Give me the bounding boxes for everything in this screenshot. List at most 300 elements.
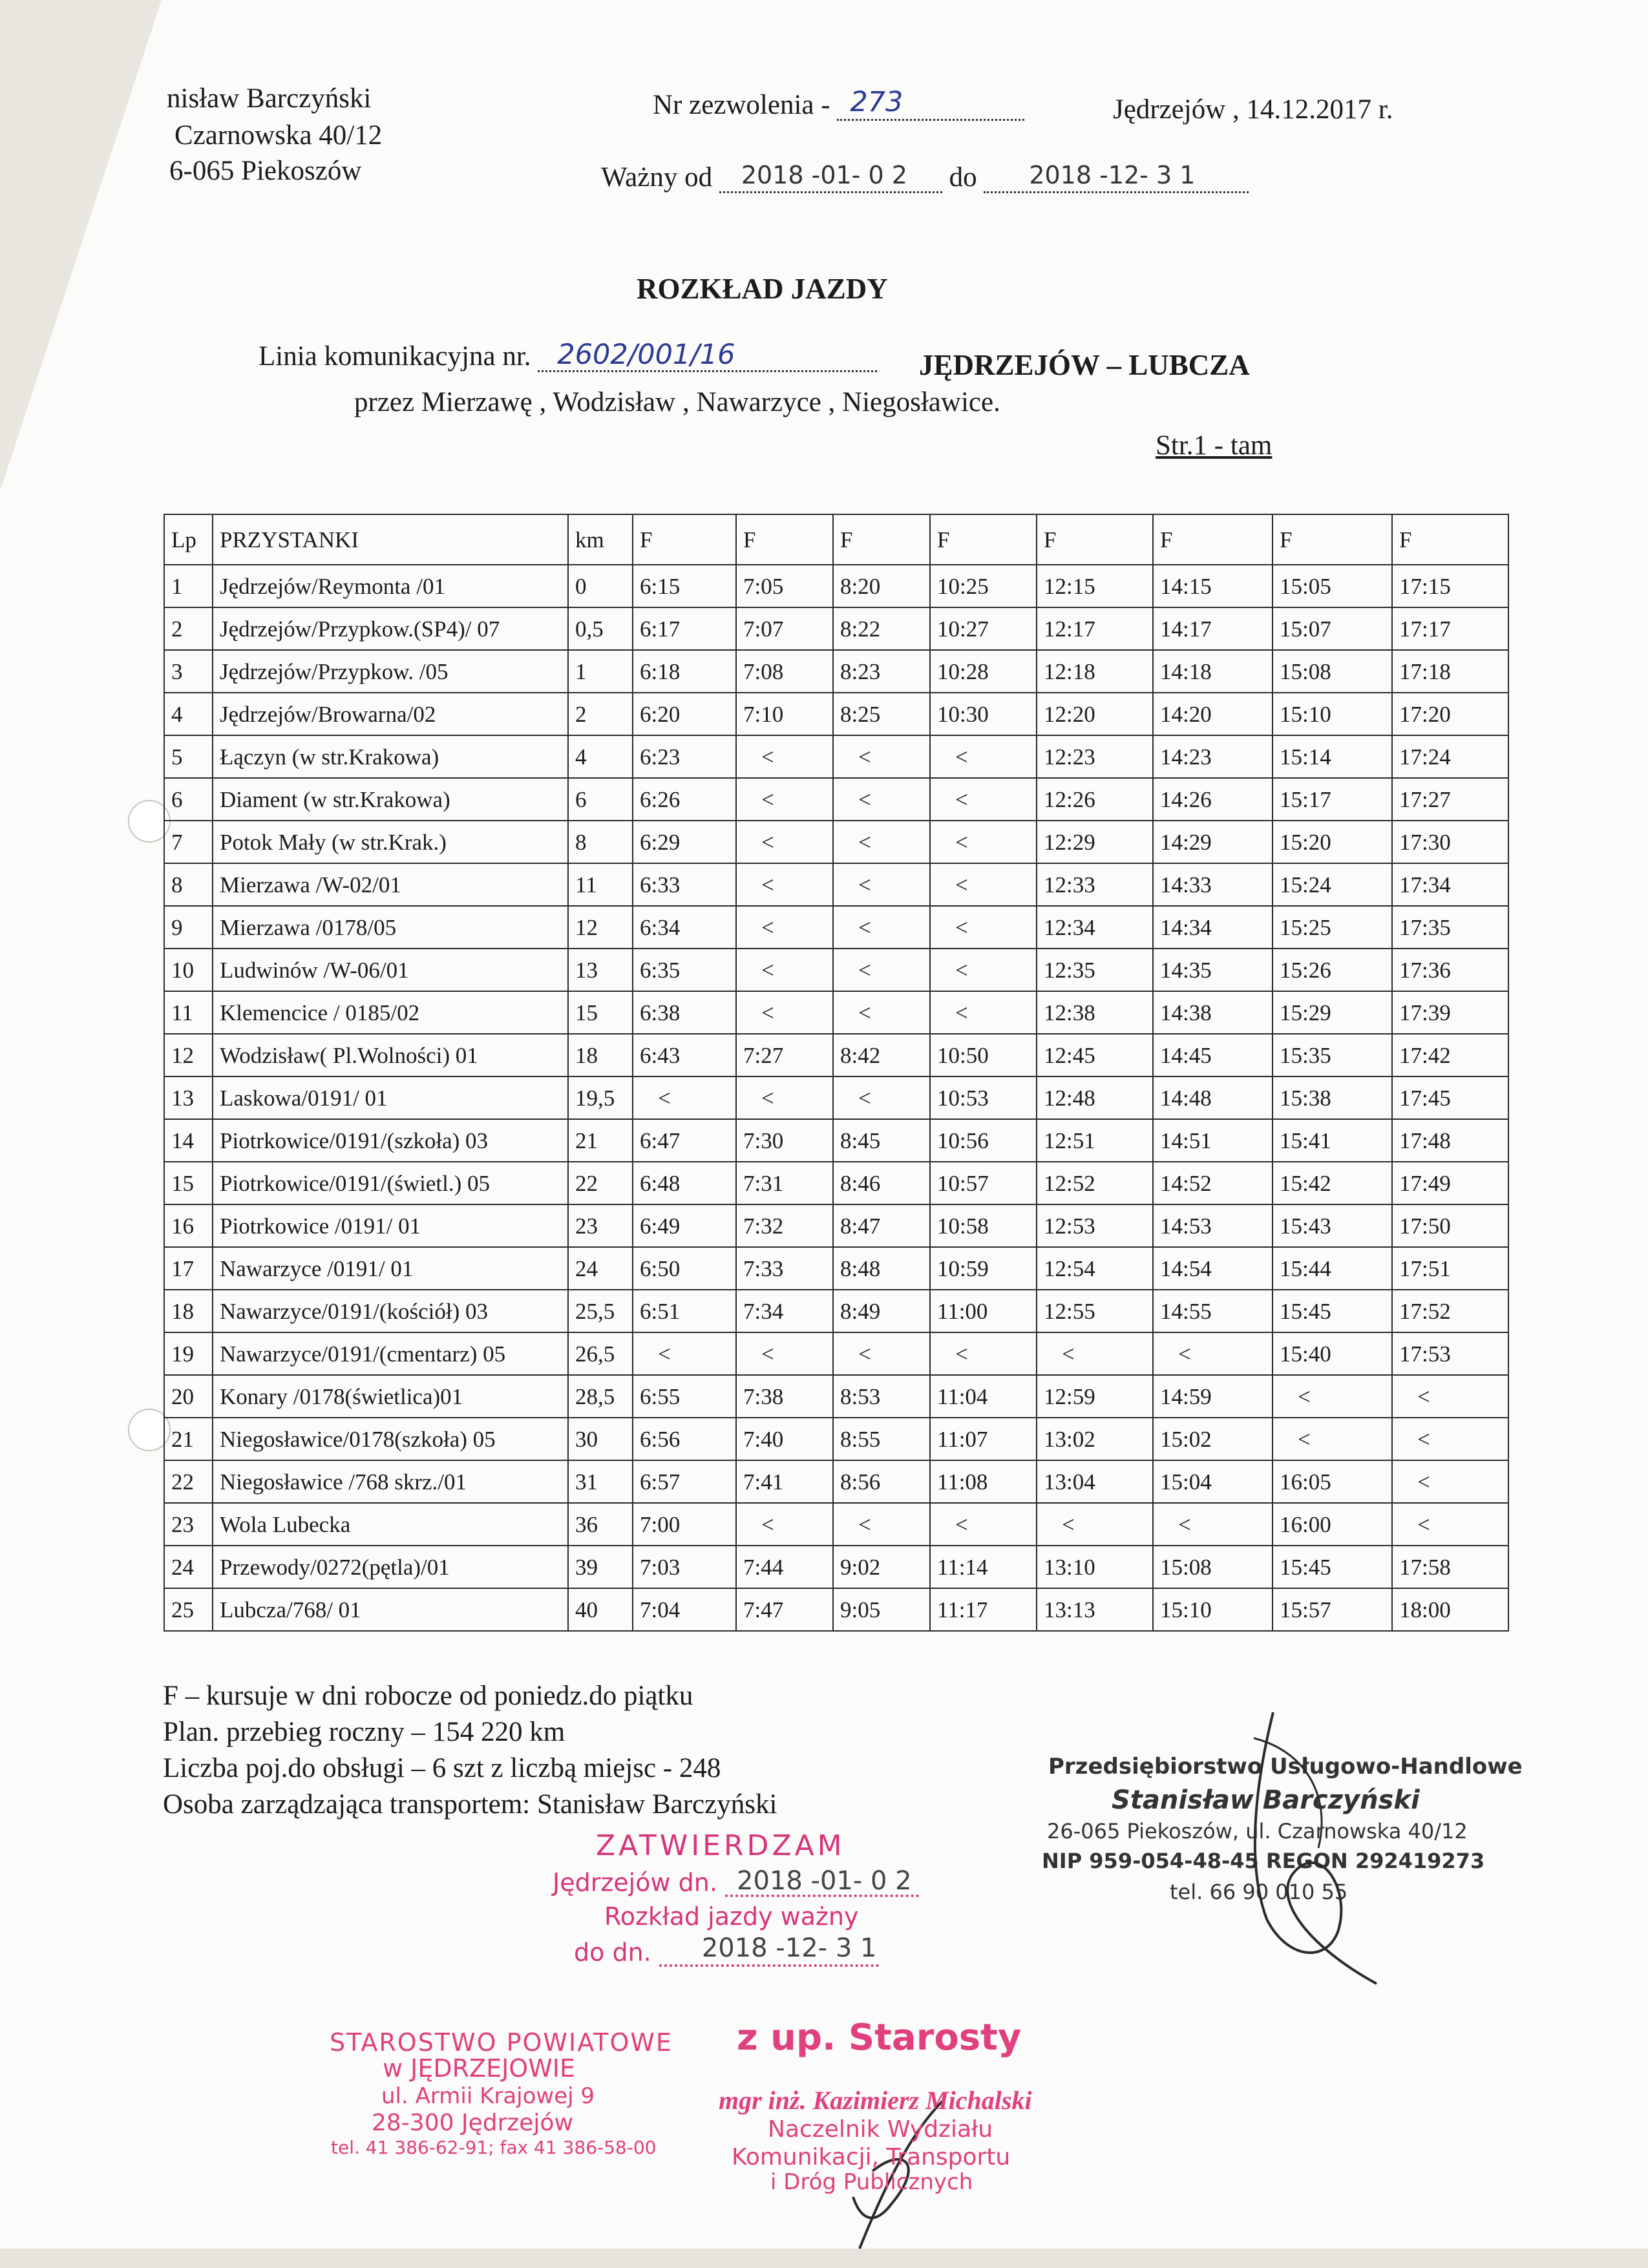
departure-time-cell: 12:15 (1037, 565, 1153, 607)
stop-number-cell: 16 (164, 1204, 213, 1247)
approval-stamp-title: ZATWIERDZAM (596, 1829, 845, 1862)
stop-name-cell: Piotrkowice /0191/ 01 (213, 1204, 568, 1247)
table-row (164, 650, 1508, 693)
line-number-field (538, 339, 877, 372)
departure-time-cell: 14:35 (1153, 949, 1273, 991)
km-cell: 1 (568, 650, 633, 693)
stop-name-cell: Wodzisław( Pl.Wolności) 01 (213, 1034, 568, 1076)
departure-time-cell: < (833, 735, 930, 778)
departure-time-cell: 15:10 (1273, 693, 1392, 735)
departure-time-cell: 6:57 (633, 1460, 736, 1503)
permit-row (653, 86, 1024, 121)
company-stamp-name: Przedsiębiorstwo Usługowo-Handlowe (1048, 1754, 1523, 1780)
valid-to-field (984, 163, 1249, 193)
stop-number-cell: 13 (164, 1076, 213, 1119)
departure-time-cell: 15:05 (1273, 565, 1392, 607)
departure-time-cell: 6:15 (633, 565, 736, 607)
km-cell: 30 (568, 1418, 633, 1460)
issuer-line-3: 6-065 Piekoszów (169, 156, 362, 186)
company-stamp-phone: tel. 66 90 010 55 (1170, 1880, 1348, 1904)
timetable-header-row (164, 514, 1508, 565)
departure-time-cell: 14:52 (1153, 1162, 1273, 1204)
note-annual-mileage: Plan. przebieg roczny – 154 220 km (163, 1717, 565, 1747)
company-stamp-owner: Stanisław Barczyński (1112, 1785, 1420, 1815)
stop-name-cell: Przewody/0272(pętla)/01 (213, 1546, 568, 1588)
departure-time-cell: 17:50 (1392, 1204, 1508, 1247)
scan-bottom-edge (0, 2249, 1648, 2268)
departure-time-cell: < (930, 821, 1037, 863)
departure-time-cell: < (736, 778, 833, 821)
departure-time-cell: < (930, 949, 1037, 991)
departure-time-cell: < (1273, 1375, 1392, 1418)
departure-time-cell: 17:18 (1392, 650, 1508, 693)
stop-number-cell: 1 (164, 565, 213, 607)
departure-time-cell: < (833, 863, 930, 906)
stop-name-cell: Jędrzejów/Przypkow.(SP4)/ 07 (213, 607, 568, 650)
departure-time-cell: 10:57 (930, 1162, 1037, 1204)
departure-time-cell: 14:55 (1153, 1290, 1273, 1332)
departure-time-cell: 6:23 (633, 735, 736, 778)
line-label: Linia komunikacyjna nr. (259, 341, 531, 372)
km-cell: 2 (568, 693, 633, 735)
departure-time-cell: 7:05 (736, 565, 833, 607)
departure-time-cell: < (736, 1076, 833, 1119)
departure-time-cell: 10:27 (930, 607, 1037, 650)
stop-name-cell: Laskowa/0191/ 01 (213, 1076, 568, 1119)
stop-name-cell: Jędrzejów/Przypkow. /05 (213, 650, 568, 693)
table-row (164, 1546, 1508, 1588)
departure-time-cell: 6:48 (633, 1162, 736, 1204)
departure-time-cell: 6:38 (633, 991, 736, 1034)
departure-time-cell: 8:56 (833, 1460, 930, 1503)
header-course: F (1153, 514, 1273, 565)
departure-time-cell: 15:57 (1273, 1588, 1392, 1631)
line-number-row (259, 341, 877, 372)
departure-time-cell: 12:45 (1037, 1034, 1153, 1076)
departure-time-cell: 14:17 (1153, 607, 1273, 650)
km-cell: 26,5 (568, 1332, 633, 1375)
departure-time-cell: 17:49 (1392, 1162, 1508, 1204)
departure-time-cell: 15:08 (1273, 650, 1392, 693)
stop-name-cell: Jędrzejów/Reymonta /01 (213, 565, 568, 607)
departure-time-cell: 15:41 (1273, 1119, 1392, 1162)
departure-time-cell: 9:02 (833, 1546, 930, 1588)
km-cell: 18 (568, 1034, 633, 1076)
departure-time-cell: < (736, 949, 833, 991)
departure-time-cell: 12:34 (1037, 906, 1153, 949)
permit-number: 273 (850, 86, 903, 119)
departure-time-cell: 7:32 (736, 1204, 833, 1247)
departure-time-cell: 17:48 (1392, 1119, 1508, 1162)
stop-name-cell: Nawarzyce /0191/ 01 (213, 1247, 568, 1290)
departure-time-cell: 11:07 (930, 1418, 1037, 1460)
departure-time-cell: 14:53 (1153, 1204, 1273, 1247)
scan-torn-corner (0, 0, 162, 491)
header-course: F (736, 514, 833, 565)
stop-name-cell: Konary /0178(świetlica)01 (213, 1375, 568, 1418)
departure-time-cell: 14:29 (1153, 821, 1273, 863)
departure-time-cell: 14:23 (1153, 735, 1273, 778)
table-row (164, 1418, 1508, 1460)
route-name: JĘDRZEJÓW – LUBCZA (919, 349, 1250, 381)
departure-time-cell: 14:54 (1153, 1247, 1273, 1290)
departure-time-cell: 7:08 (736, 650, 833, 693)
stop-number-cell: 4 (164, 693, 213, 735)
departure-time-cell: 10:59 (930, 1247, 1037, 1290)
departure-time-cell: < (736, 906, 833, 949)
table-row (164, 1332, 1508, 1375)
departure-time-cell: 7:33 (736, 1247, 833, 1290)
departure-time-cell: 7:44 (736, 1546, 833, 1588)
stop-name-cell: Niegosławice /768 skrz./01 (213, 1460, 568, 1503)
departure-time-cell: 6:55 (633, 1375, 736, 1418)
departure-time-cell: < (930, 1332, 1037, 1375)
approval-to-field (659, 1933, 879, 1967)
departure-time-cell: 15:02 (1153, 1418, 1273, 1460)
departure-time-cell: 9:05 (833, 1588, 930, 1631)
departure-time-cell: 17:42 (1392, 1034, 1508, 1076)
note-legend: F – kursuje w dni robocze od poniedz.do piątku (163, 1681, 693, 1711)
departure-time-cell: 15:20 (1273, 821, 1392, 863)
departure-time-cell: 6:43 (633, 1034, 736, 1076)
departure-time-cell: 7:03 (633, 1546, 736, 1588)
departure-time-cell: 6:49 (633, 1204, 736, 1247)
departure-time-cell: 14:26 (1153, 778, 1273, 821)
km-cell: 0,5 (568, 607, 633, 650)
table-row (164, 991, 1508, 1034)
issuer-line-2: Czarnowska 40/12 (174, 120, 383, 151)
table-row (164, 1162, 1508, 1204)
table-row (164, 693, 1508, 735)
departure-time-cell: < (736, 1332, 833, 1375)
departure-time-cell: < (833, 1332, 930, 1375)
header-course: F (1392, 514, 1508, 565)
departure-time-cell: 17:58 (1392, 1546, 1508, 1588)
official-stamp-line-2: mgr inż. Kazimierz Michalski (719, 2086, 1032, 2115)
valid-from-label: Ważny od (601, 162, 713, 193)
departure-time-cell: 7:30 (736, 1119, 833, 1162)
departure-time-cell: 12:54 (1037, 1247, 1153, 1290)
stop-number-cell: 8 (164, 863, 213, 906)
departure-time-cell: 12:38 (1037, 991, 1153, 1034)
km-cell: 12 (568, 906, 633, 949)
departure-time-cell: 16:05 (1273, 1460, 1392, 1503)
stop-number-cell: 7 (164, 821, 213, 863)
stop-number-cell: 6 (164, 778, 213, 821)
stop-number-cell: 22 (164, 1460, 213, 1503)
departure-time-cell: 7:10 (736, 693, 833, 735)
departure-time-cell: 17:52 (1392, 1290, 1508, 1332)
departure-time-cell: 14:18 (1153, 650, 1273, 693)
stop-number-cell: 15 (164, 1162, 213, 1204)
departure-time-cell: 10:50 (930, 1034, 1037, 1076)
departure-time-cell: 15:29 (1273, 991, 1392, 1034)
header-course: F (633, 514, 736, 565)
km-cell: 22 (568, 1162, 633, 1204)
departure-time-cell: 12:35 (1037, 949, 1153, 991)
departure-time-cell: 8:20 (833, 565, 930, 607)
departure-time-cell: 10:30 (930, 693, 1037, 735)
permit-label: Nr zezwolenia - (653, 90, 830, 120)
stop-name-cell: Ludwinów /W-06/01 (213, 949, 568, 991)
departure-time-cell: 8:46 (833, 1162, 930, 1204)
departure-time-cell: 15:42 (1273, 1162, 1392, 1204)
stop-number-cell: 10 (164, 949, 213, 991)
departure-time-cell: 6:26 (633, 778, 736, 821)
departure-time-cell: 14:34 (1153, 906, 1273, 949)
departure-time-cell: 12:51 (1037, 1119, 1153, 1162)
departure-time-cell: 11:17 (930, 1588, 1037, 1631)
valid-to-label: do (949, 162, 977, 193)
route-via: przez Mierzawę , Wodzisław , Nawarzyce , Niegosławice. (354, 387, 1000, 417)
km-cell: 8 (568, 821, 633, 863)
departure-time-cell: 15:40 (1273, 1332, 1392, 1375)
starostwo-stamp-line-4: 28-300 Jędrzejów (372, 2110, 573, 2136)
departure-time-cell: 15:45 (1273, 1290, 1392, 1332)
approval-date-label: Jędrzejów dn. (553, 1868, 717, 1897)
departure-time-cell: 12:53 (1037, 1204, 1153, 1247)
departure-time-cell: 17:53 (1392, 1332, 1508, 1375)
departure-time-cell: 16:00 (1273, 1503, 1392, 1546)
stop-name-cell: Mierzawa /W-02/01 (213, 863, 568, 906)
departure-time-cell: 15:14 (1273, 735, 1392, 778)
departure-time-cell: 7:07 (736, 607, 833, 650)
departure-time-cell: 8:47 (833, 1204, 930, 1247)
stop-number-cell: 17 (164, 1247, 213, 1290)
departure-time-cell: 15:17 (1273, 778, 1392, 821)
departure-time-cell: 13:10 (1037, 1546, 1153, 1588)
departure-time-cell: 10:25 (930, 565, 1037, 607)
stop-name-cell: Łączyn (w str.Krakowa) (213, 735, 568, 778)
departure-time-cell: 7:31 (736, 1162, 833, 1204)
departure-time-cell: 17:24 (1392, 735, 1508, 778)
stop-name-cell: Mierzawa /0178/05 (213, 906, 568, 949)
table-row (164, 1034, 1508, 1076)
departure-time-cell: 17:36 (1392, 949, 1508, 991)
departure-time-cell: 15:04 (1153, 1460, 1273, 1503)
departure-time-cell: 12:18 (1037, 650, 1153, 693)
official-stamp-line-4: Komunikacji, Transportu (732, 2144, 1011, 2170)
departure-time-cell: 17:51 (1392, 1247, 1508, 1290)
departure-time-cell: 12:52 (1037, 1162, 1153, 1204)
departure-time-cell: 11:00 (930, 1290, 1037, 1332)
departure-time-cell: 12:55 (1037, 1290, 1153, 1332)
departure-time-cell: 12:17 (1037, 607, 1153, 650)
stop-name-cell: Diament (w str.Krakowa) (213, 778, 568, 821)
departure-time-cell: 15:08 (1153, 1546, 1273, 1588)
departure-time-cell: 13:04 (1037, 1460, 1153, 1503)
timetable-body (164, 565, 1508, 1631)
official-stamp-line-5: i Dróg Publicznych (770, 2169, 973, 2195)
departure-time-cell: 8:23 (833, 650, 930, 693)
table-row (164, 1247, 1508, 1290)
stop-name-cell: Nawarzyce/0191/(cmentarz) 05 (213, 1332, 568, 1375)
departure-time-cell: 7:04 (633, 1588, 736, 1631)
stop-number-cell: 21 (164, 1418, 213, 1460)
departure-time-cell: 15:26 (1273, 949, 1392, 991)
table-row (164, 1460, 1508, 1503)
departure-time-cell: 10:58 (930, 1204, 1037, 1247)
departure-time-cell: < (736, 991, 833, 1034)
departure-time-cell: 6:29 (633, 821, 736, 863)
departure-time-cell: 8:48 (833, 1247, 930, 1290)
stop-name-cell: Niegosławice/0178(szkoła) 05 (213, 1418, 568, 1460)
place-date: Jędrzejów , 14.12.2017 r. (1113, 94, 1393, 125)
departure-time-cell: < (833, 1503, 930, 1546)
km-cell: 36 (568, 1503, 633, 1546)
km-cell: 25,5 (568, 1290, 633, 1332)
departure-time-cell: 8:53 (833, 1375, 930, 1418)
departure-time-cell: < (833, 821, 930, 863)
departure-time-cell: < (833, 906, 930, 949)
valid-from-field (719, 163, 942, 193)
departure-time-cell: 8:42 (833, 1034, 930, 1076)
table-row (164, 735, 1508, 778)
departure-time-cell: 7:27 (736, 1034, 833, 1076)
departure-time-cell: 15:35 (1273, 1034, 1392, 1076)
departure-time-cell: < (930, 906, 1037, 949)
departure-time-cell: 17:35 (1392, 906, 1508, 949)
departure-time-cell: 17:15 (1392, 565, 1508, 607)
departure-time-cell: 7:41 (736, 1460, 833, 1503)
departure-time-cell: < (633, 1076, 736, 1119)
stop-number-cell: 25 (164, 1588, 213, 1631)
official-stamp-line-1: z up. Starosty (737, 2017, 1022, 2059)
valid-from-date: 2018 -01- 0 2 (741, 161, 907, 190)
departure-time-cell: 17:20 (1392, 693, 1508, 735)
stop-name-cell: Jędrzejów/Browarna/02 (213, 693, 568, 735)
document-title: ROZKŁAD JAZDY (637, 273, 888, 305)
header-course: F (1273, 514, 1392, 565)
table-row (164, 1204, 1508, 1247)
header-km: km (568, 514, 633, 565)
departure-time-cell: 8:49 (833, 1290, 930, 1332)
departure-time-cell: 12:33 (1037, 863, 1153, 906)
stop-number-cell: 20 (164, 1375, 213, 1418)
stop-name-cell: Nawarzyce/0191/(kościół) 03 (213, 1290, 568, 1332)
issuer-line-1: nisław Barczyński (167, 83, 372, 114)
approval-to-date: 2018 -12- 3 1 (701, 1933, 877, 1963)
departure-time-cell: < (930, 991, 1037, 1034)
departure-time-cell: 18:00 (1392, 1588, 1508, 1631)
table-row (164, 1290, 1508, 1332)
stop-name-cell: Potok Mały (w str.Krak.) (213, 821, 568, 863)
departure-time-cell: 7:40 (736, 1418, 833, 1460)
departure-time-cell: 12:20 (1037, 693, 1153, 735)
departure-time-cell: 15:45 (1273, 1546, 1392, 1588)
departure-time-cell: 10:56 (930, 1119, 1037, 1162)
stop-number-cell: 24 (164, 1546, 213, 1588)
km-cell: 0 (568, 565, 633, 607)
company-signature-icon (1228, 1699, 1422, 2003)
company-stamp-tax-ids: NIP 959-054-48-45 REGON 292419273 (1042, 1849, 1485, 1873)
km-cell: 28,5 (568, 1375, 633, 1418)
stop-number-cell: 11 (164, 991, 213, 1034)
departure-time-cell: < (1392, 1503, 1508, 1546)
departure-time-cell: 17:27 (1392, 778, 1508, 821)
departure-time-cell: 13:13 (1037, 1588, 1153, 1631)
departure-time-cell: 14:59 (1153, 1375, 1273, 1418)
departure-time-cell: < (833, 778, 930, 821)
departure-time-cell: 10:53 (930, 1076, 1037, 1119)
table-row (164, 1503, 1508, 1546)
table-row (164, 863, 1508, 906)
departure-time-cell: < (1153, 1332, 1273, 1375)
departure-time-cell: < (736, 863, 833, 906)
departure-time-cell: 17:30 (1392, 821, 1508, 863)
approval-date-field (725, 1866, 919, 1897)
departure-time-cell: 13:02 (1037, 1418, 1153, 1460)
departure-time-cell: < (1392, 1375, 1508, 1418)
validity-row (601, 162, 1249, 193)
stop-number-cell: 23 (164, 1503, 213, 1546)
table-row (164, 778, 1508, 821)
table-row (164, 607, 1508, 650)
departure-time-cell: 12:59 (1037, 1375, 1153, 1418)
header-stops: PRZYSTANKI (213, 514, 568, 565)
departure-time-cell: < (1392, 1418, 1508, 1460)
departure-time-cell: 11:08 (930, 1460, 1037, 1503)
departure-time-cell: 15:25 (1273, 906, 1392, 949)
departure-time-cell: 6:47 (633, 1119, 736, 1162)
stop-name-cell: Piotrkowice/0191/(świetl.) 05 (213, 1162, 568, 1204)
header-course: F (930, 514, 1037, 565)
stop-number-cell: 19 (164, 1332, 213, 1375)
departure-time-cell: 12:26 (1037, 778, 1153, 821)
km-cell: 15 (568, 991, 633, 1034)
approval-to-label: do dn. (574, 1938, 651, 1967)
stop-name-cell: Klemencice / 0185/02 (213, 991, 568, 1034)
departure-time-cell: < (1392, 1460, 1508, 1503)
departure-time-cell: 6:50 (633, 1247, 736, 1290)
departure-time-cell: 14:45 (1153, 1034, 1273, 1076)
departure-time-cell: < (930, 735, 1037, 778)
departure-time-cell: 15:43 (1273, 1204, 1392, 1247)
departure-time-cell: 8:55 (833, 1418, 930, 1460)
departure-time-cell: 17:45 (1392, 1076, 1508, 1119)
table-row (164, 949, 1508, 991)
departure-time-cell: 17:34 (1392, 863, 1508, 906)
departure-time-cell: 14:38 (1153, 991, 1273, 1034)
km-cell: 39 (568, 1546, 633, 1588)
stop-number-cell: 14 (164, 1119, 213, 1162)
approval-date: 2018 -01- 0 2 (737, 1866, 912, 1896)
departure-time-cell: < (1153, 1503, 1273, 1546)
departure-time-cell: 6:17 (633, 607, 736, 650)
departure-time-cell: < (833, 949, 930, 991)
departure-time-cell: 6:51 (633, 1290, 736, 1332)
km-cell: 23 (568, 1204, 633, 1247)
approval-stamp-date-row (553, 1866, 919, 1897)
starostwo-stamp-line-2: w JĘDRZEJOWIE (383, 2054, 575, 2083)
departure-time-cell: 14:15 (1153, 565, 1273, 607)
starostwo-stamp-line-1: STAROSTWO POWIATOWE (330, 2028, 673, 2057)
km-cell: 13 (568, 949, 633, 991)
departure-time-cell: 12:29 (1037, 821, 1153, 863)
departure-time-cell: 15:38 (1273, 1076, 1392, 1119)
page-indicator: Str.1 - tam (1156, 430, 1273, 461)
departure-time-cell: < (833, 1076, 930, 1119)
stop-name-cell: Lubcza/768/ 01 (213, 1588, 568, 1631)
km-cell: 24 (568, 1247, 633, 1290)
departure-time-cell: 7:34 (736, 1290, 833, 1332)
starostwo-stamp-line-5: tel. 41 386-62-91; fax 41 386-58-00 (331, 2137, 657, 2158)
departure-time-cell: 10:28 (930, 650, 1037, 693)
stop-name-cell: Piotrkowice/0191/(szkoła) 03 (213, 1119, 568, 1162)
km-cell: 21 (568, 1119, 633, 1162)
stop-number-cell: 18 (164, 1290, 213, 1332)
stop-number-cell: 9 (164, 906, 213, 949)
